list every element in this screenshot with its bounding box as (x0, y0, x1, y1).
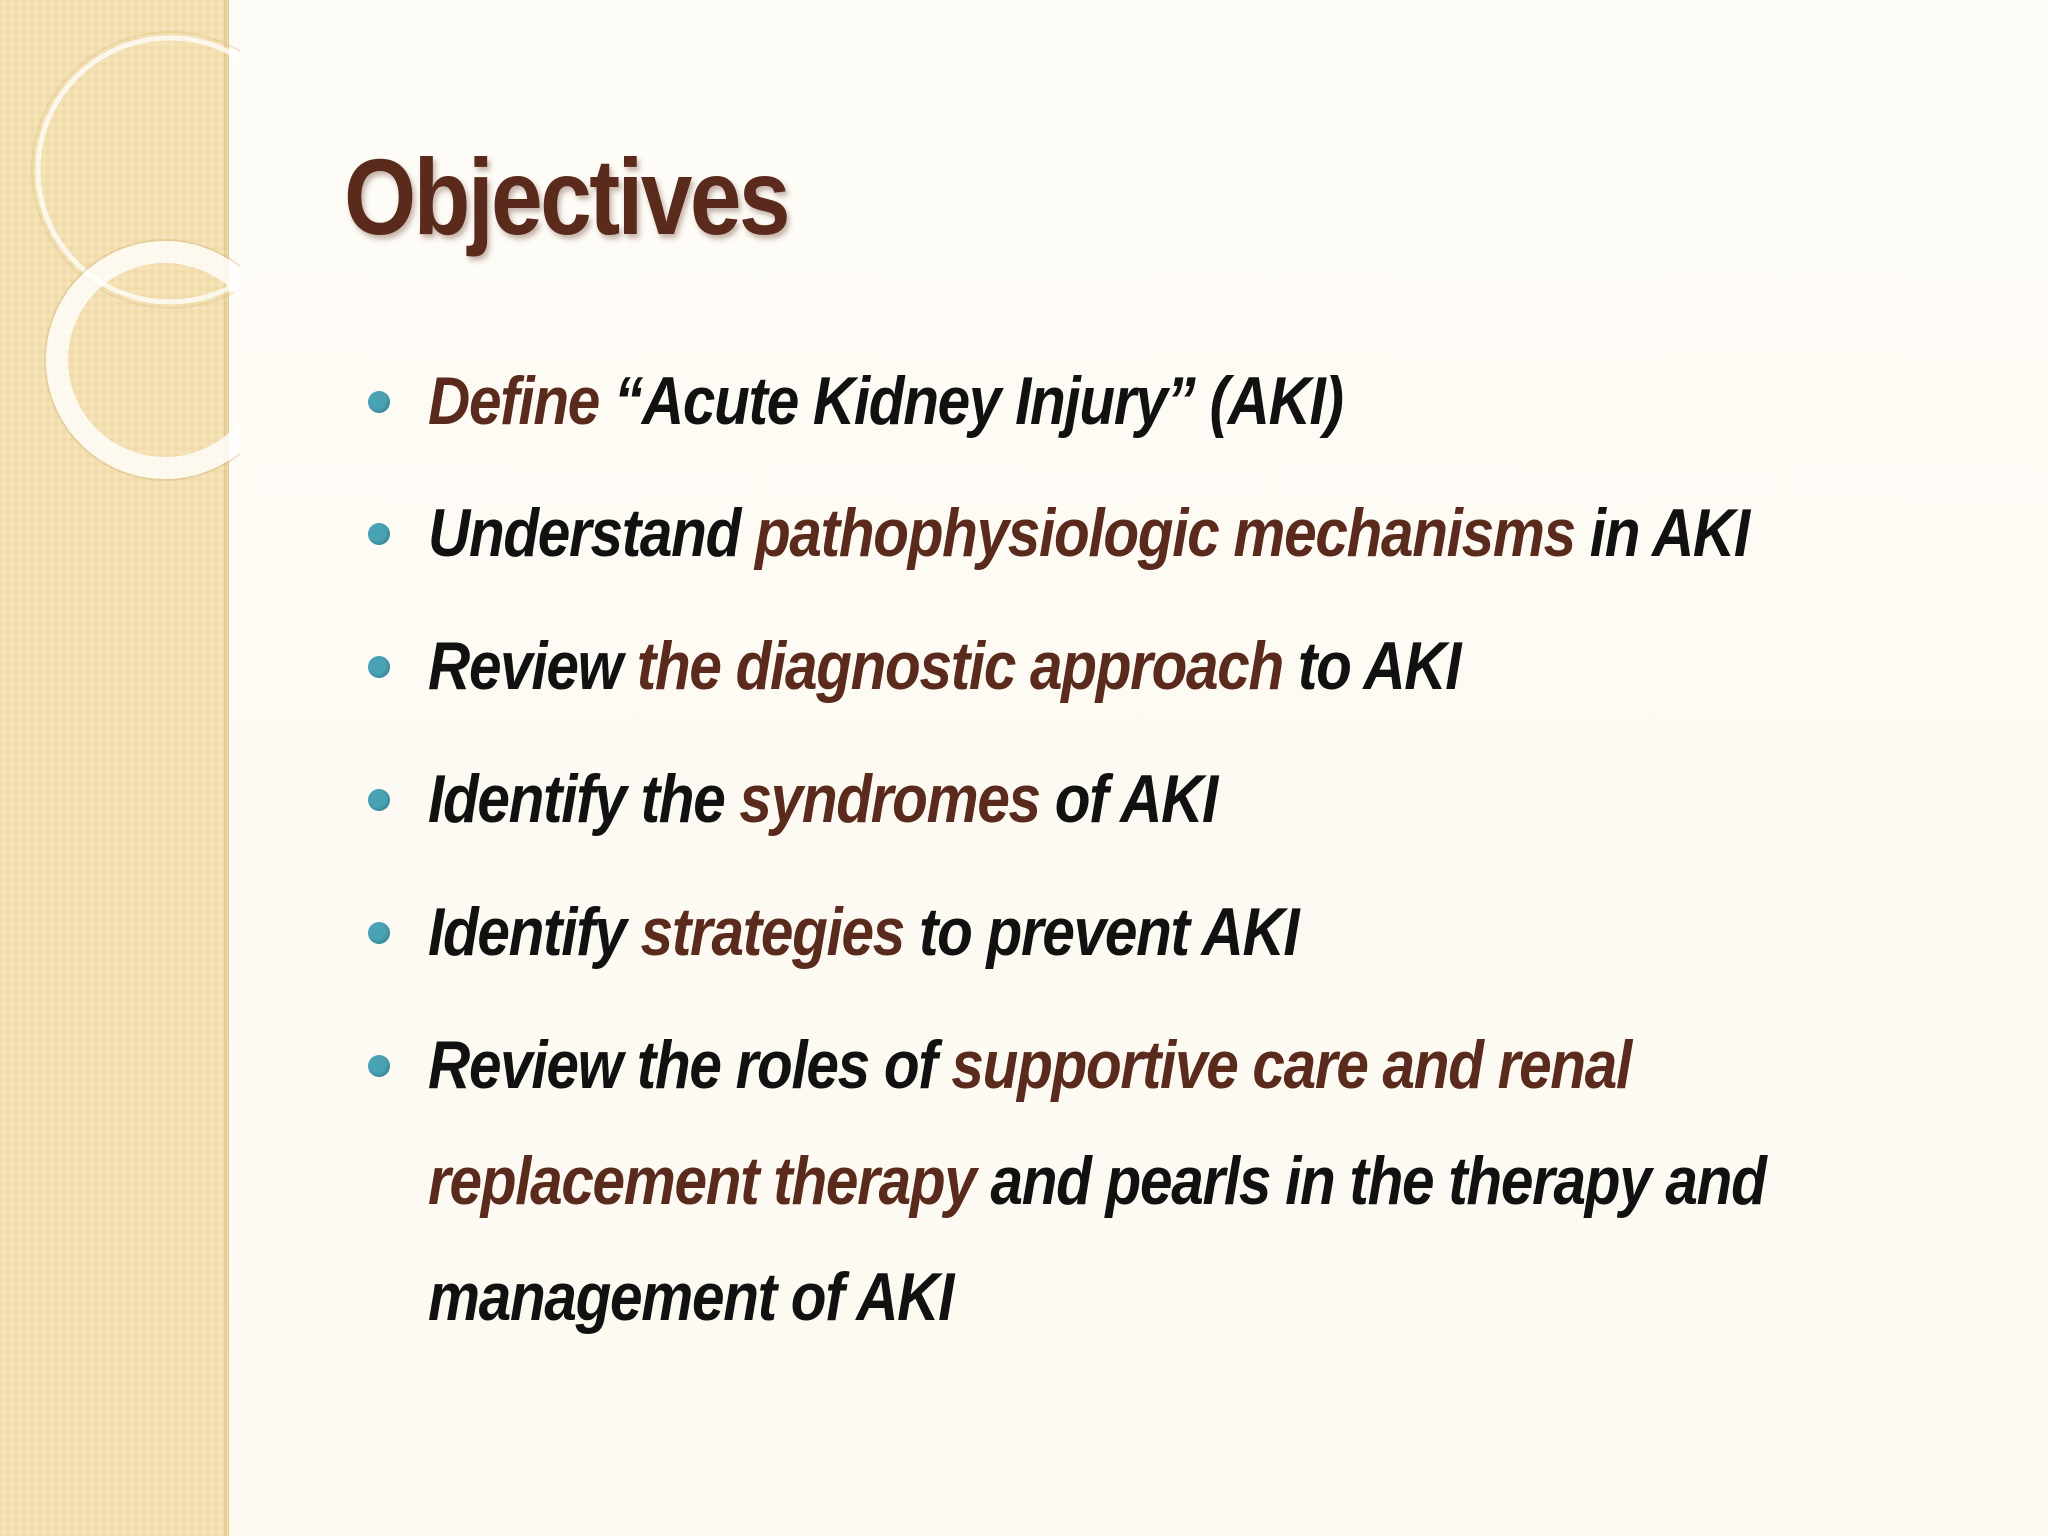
bullet-segment: management of AKI (428, 1259, 954, 1335)
bullet-segment: pathophysiologic mechanisms (754, 495, 1575, 571)
bullet-segment: strategies (640, 894, 904, 970)
slide-title: Objectives (344, 136, 789, 257)
bullet-line (428, 893, 1298, 971)
bullet-segment: Define (428, 363, 599, 439)
bullet-segment: the diagnostic approach (636, 628, 1283, 704)
bullet-segment: in AKI (1574, 495, 1749, 571)
bullet-segment: Review (428, 628, 637, 704)
bullet-segment: syndromes (739, 761, 1040, 837)
bullet-dot-icon (368, 922, 390, 944)
bullet-segment: Identify the (428, 761, 740, 837)
bullet-dot-icon (368, 656, 390, 678)
bullet-line (428, 494, 1749, 572)
bullet-line (428, 1026, 1631, 1104)
bullet-segment: Review the roles of (428, 1027, 952, 1103)
bullet-segment: Understand (428, 495, 755, 571)
bullet-dot-icon (368, 1055, 390, 1077)
bullet-dot-icon (368, 523, 390, 545)
bullet-line (428, 760, 1217, 838)
bullet-segment: supportive care and renal (951, 1027, 1631, 1103)
bullet-segment: to prevent AKI (903, 894, 1299, 970)
bullet-line (428, 1258, 953, 1336)
bullet-line (428, 1142, 1766, 1220)
bullet-line (428, 362, 1343, 440)
bullet-segment: of AKI (1039, 761, 1218, 837)
bullet-segment: “Acute Kidney Injury” (AKI) (598, 363, 1343, 439)
bullet-dot-icon (368, 789, 390, 811)
bullet-segment: replacement therapy (428, 1143, 976, 1219)
bullet-segment: Identify (428, 894, 641, 970)
bullet-segment: and pearls in the therapy and (975, 1143, 1766, 1219)
bullet-segment: to AKI (1282, 628, 1461, 704)
bullet-line (428, 627, 1460, 705)
bullet-dot-icon (368, 391, 390, 413)
